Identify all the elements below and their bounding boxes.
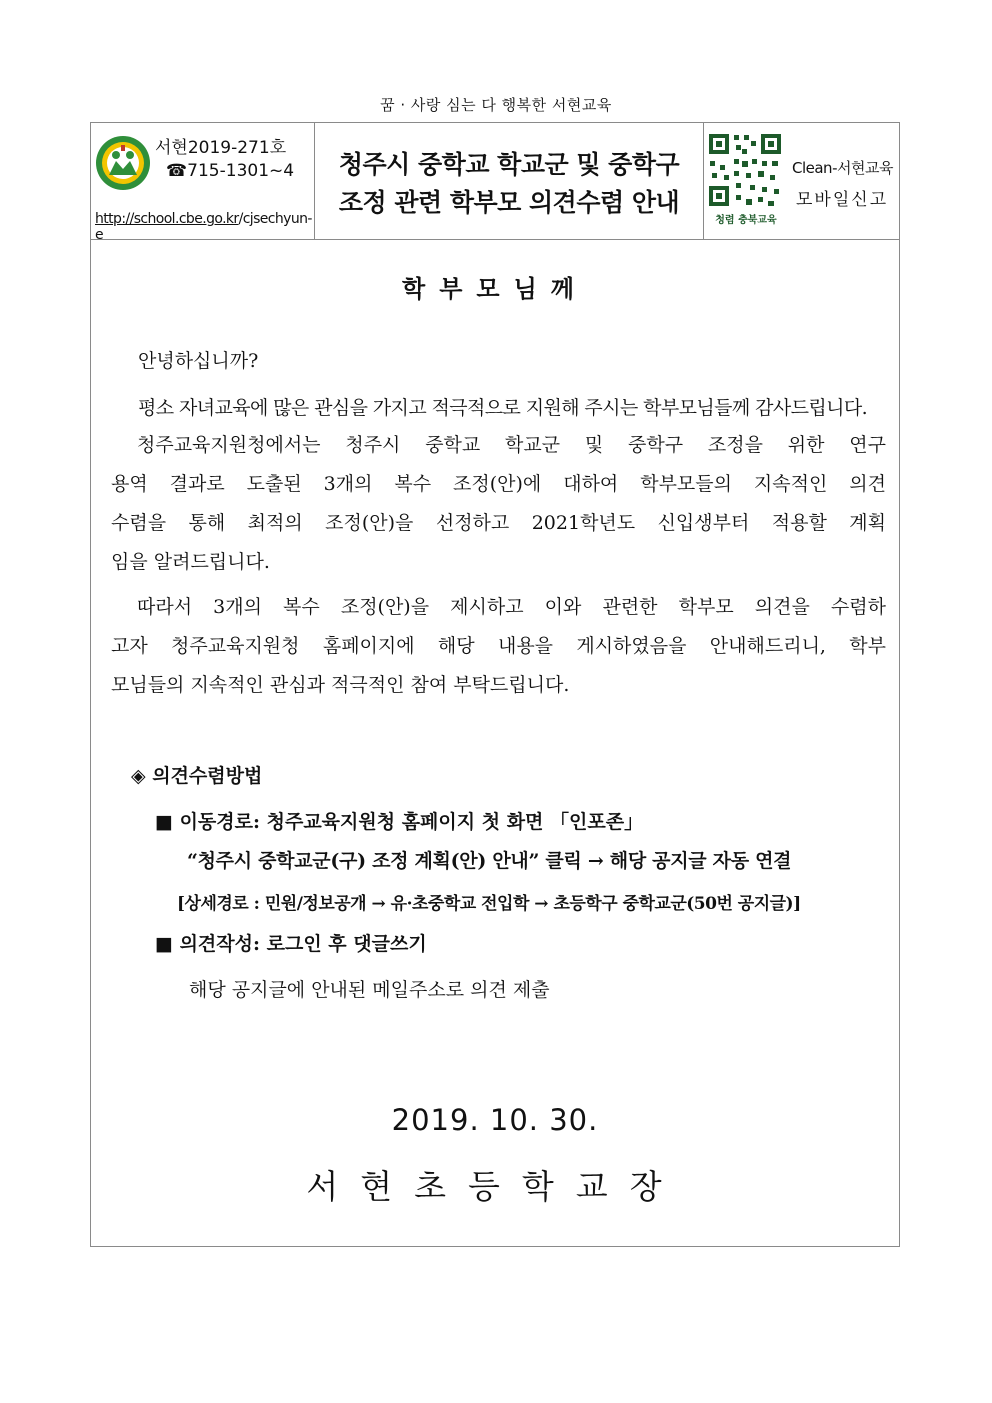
document-frame bbox=[90, 122, 900, 1247]
method-item-route: ■ 이동경로: 청주교육지원청 홈페이지 첫 화면 「인포존」 bbox=[155, 811, 644, 833]
method-item-write-line2: 해당 공지글에 안내된 메일주소로 의견 제출 bbox=[189, 979, 550, 1001]
document-title-line2: 조정 관련 학부모 의견수렴 안내 bbox=[338, 188, 680, 217]
clean-label: Clean-서현교육 bbox=[792, 159, 893, 177]
school-logo-icon bbox=[95, 135, 151, 191]
document-date: 2019. 10. 30. bbox=[391, 1103, 599, 1137]
paragraph-3-line: 모님들의 지속적인 관심과 적극적인 참여 부탁드립니다. bbox=[111, 674, 570, 696]
paragraph-1: 평소 자녀교육에 많은 관심을 가지고 적극적으로 지원해 주시는 학부모님들께 감사드립니다. bbox=[138, 397, 868, 419]
school-url-link[interactable]: http://school.cbe.go.kr bbox=[95, 211, 239, 227]
header-report-cell bbox=[704, 123, 899, 239]
principal-signature: 서현초등학교장 bbox=[306, 1167, 684, 1206]
paragraph-3 bbox=[111, 588, 886, 705]
hello-line: 안녕하십니까? bbox=[138, 350, 259, 372]
school-url-path: /cjsechyun-e bbox=[95, 211, 312, 243]
paragraph-3-line: 고자 청주교육지원청 홈페이지에 해당 내용을 게시하였음을 안내해드리니, 학부 bbox=[111, 635, 887, 657]
document-title-line1: 청주시 중학교 학교군 및 중학구 bbox=[338, 150, 680, 179]
paragraph-2 bbox=[111, 426, 886, 582]
header-info-cell bbox=[91, 123, 315, 243]
paragraph-3-line: 따라서 3개의 복수 조정(안)을 제시하고 이와 관련한 학부모 의견을 수렴하 bbox=[137, 596, 886, 618]
greeting-heading: 학부모님께 bbox=[402, 275, 588, 303]
paragraph-2-line: 수렴을 통해 최적의 조정(안)을 선정하고 2021학년도 신입생부터 적용할 계획 bbox=[111, 512, 886, 534]
school-url[interactable] bbox=[95, 211, 314, 243]
document-header bbox=[91, 123, 899, 243]
paragraph-2-line: 임을 알려드립니다. bbox=[111, 551, 270, 573]
method-item-route-line2: “청주시 중학교군(구) 조정 계획(안) 안내” 클릭 → 해당 공지글 자동 연결 bbox=[187, 850, 792, 872]
qr-caption: 청렴 충북교육 bbox=[715, 215, 777, 226]
school-slogan: 꿈 · 사랑 심는 다 행복한 서현교육 bbox=[380, 96, 612, 114]
method-item-route-detail: [상세경로 : 민원/정보공개 → 유·초중학교 전입학 → 초등학구 중학교군(50번 공지글)] bbox=[177, 894, 801, 914]
paragraph-2-line: 청주교육지원청에서는 청주시 중학교 학교군 및 중학구 조정을 위한 연구 bbox=[137, 434, 886, 456]
mobile-report-label: 모바일신고 bbox=[796, 190, 889, 210]
phone-number: ☎715-1301~4 bbox=[166, 161, 295, 181]
method-heading: ◈ 의견수렴방법 bbox=[131, 765, 263, 787]
paragraph-2-line: 용역 결과로 도출된 3개의 복수 조정(안)에 대하여 학부모들의 지속적인 의견 bbox=[111, 473, 886, 495]
qr-code-icon[interactable] bbox=[706, 131, 784, 211]
method-item-write: ■ 의견작성: 로그인 후 댓글쓰기 bbox=[155, 933, 427, 955]
document-number: 서현2019-271호 bbox=[155, 138, 287, 158]
header-title-cell bbox=[315, 123, 704, 239]
